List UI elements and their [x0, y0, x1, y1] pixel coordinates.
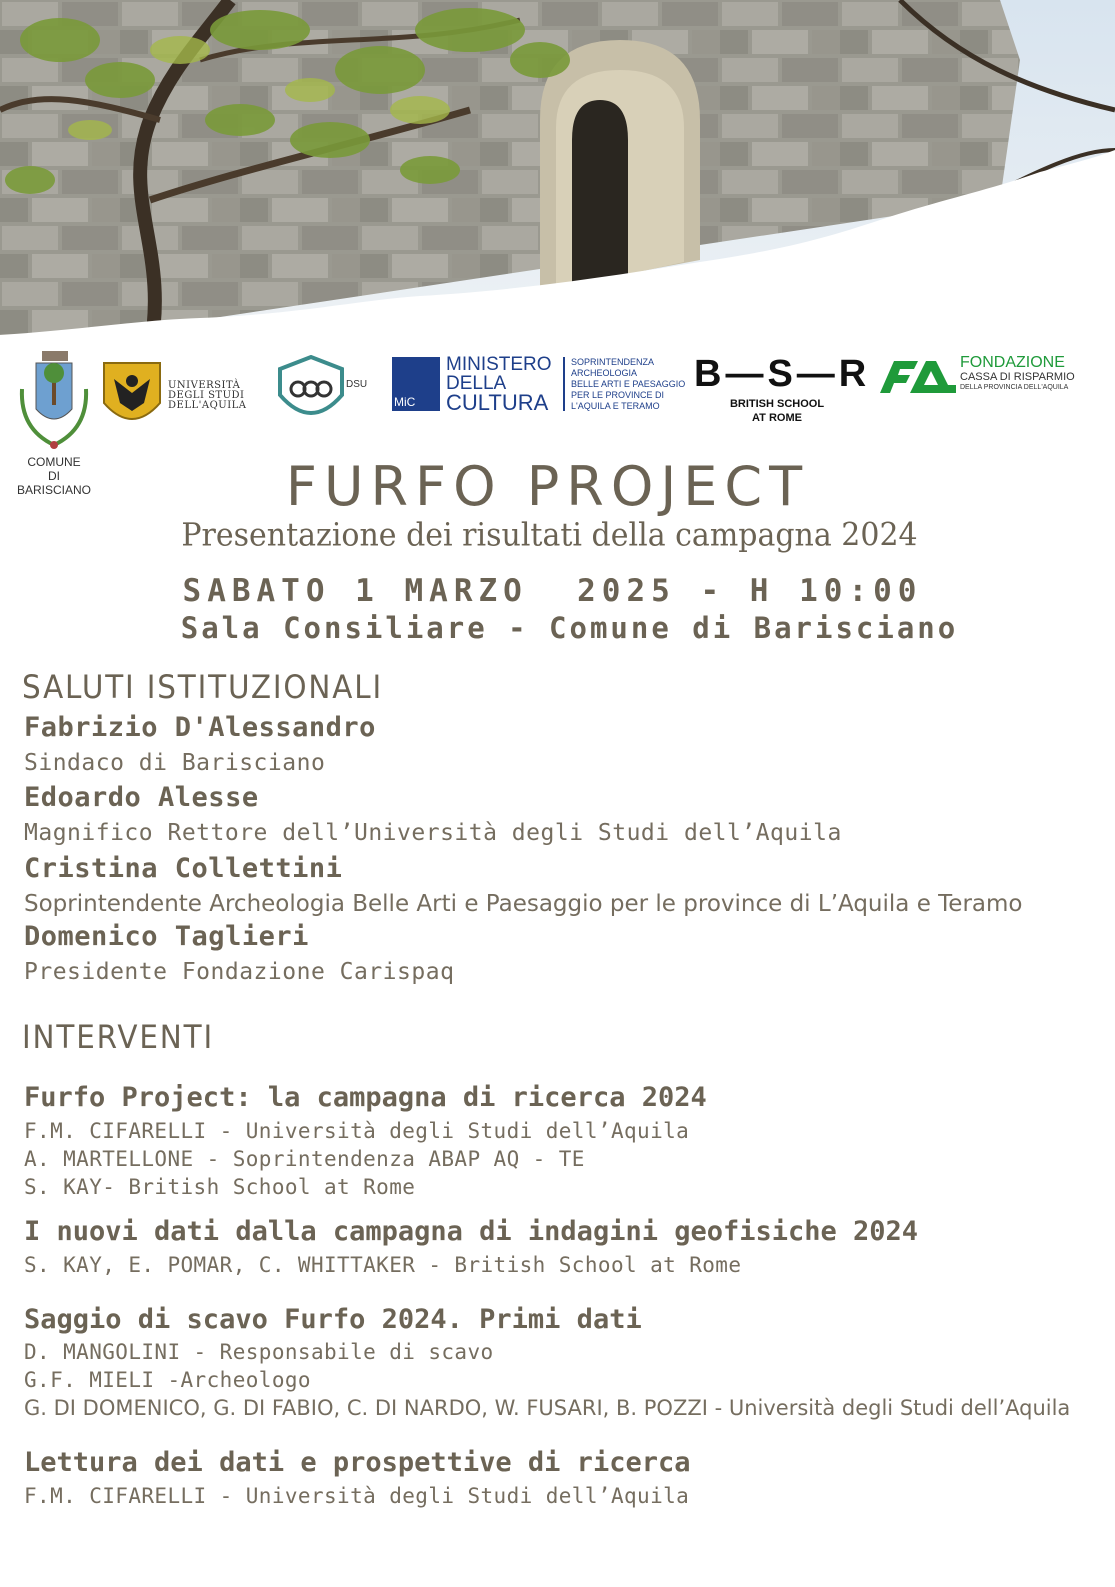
fond-line1: FONDAZIONE: [960, 354, 1065, 371]
talk-speaker: F.M. CIFARELLI - Università degli Studi dell’Aquila: [24, 1484, 690, 1508]
bsr-line2: AT ROME: [752, 412, 802, 424]
comune-line2: DI BARISCIANO: [16, 469, 91, 497]
talk-title: Lettura dei dati e prospettive di ricerca: [24, 1447, 691, 1478]
interventi-heading: INTERVENTI: [22, 1018, 214, 1056]
event-subtitle: Presentazione dei risultati della campagna 2024: [181, 516, 918, 555]
talk-title: Furfo Project: la campagna di ricerca 2024: [24, 1082, 707, 1113]
saluti-name: Fabrizio D'Alessandro: [24, 712, 376, 743]
stone-church-doorway-photo: [0, 0, 1115, 350]
mic-divider: [563, 357, 565, 411]
saluti-role: Magnifico Rettore dell’Università degli Studi dell’Aquila: [24, 820, 842, 846]
saluti-role: Soprintendente Archeologia Belle Arti e Paesaggio per le province di L’Aquila e Teramo: [24, 891, 1023, 917]
talk-title: Saggio di scavo Furfo 2024. Primi dati: [24, 1304, 642, 1335]
talk-speaker: S. KAY- British School at Rome: [24, 1175, 416, 1199]
bsr-letters: B—S—R: [694, 353, 871, 395]
talk-speaker: A. MARTELLONE - Soprintendenza ABAP AQ - TE: [24, 1147, 585, 1171]
event-title: FURFO PROJECT: [285, 455, 810, 518]
mic-line3: CULTURA: [446, 390, 549, 415]
dsu-label: DSU: [346, 379, 368, 390]
talk-title: I nuovi dati dalla campagna di indagini geofisiche 2024: [24, 1216, 919, 1247]
bsr-line1: BRITISH SCHOOL: [729, 398, 825, 410]
header-photo: [0, 0, 1115, 350]
mic-line2: DELLA: [446, 373, 507, 394]
event-venue: Sala Consiliare - Comune di Barisciano: [180, 611, 959, 645]
fondazione-logo: [880, 355, 1090, 405]
sabap-line3: BELLE ARTI E PAESAGGIO: [571, 379, 686, 389]
talk-speaker: S. KAY, E. POMAR, C. WHITTAKER - British School at Rome: [24, 1253, 742, 1277]
talk-speaker: D. MANGOLINI - Responsabile di scavo: [24, 1340, 494, 1364]
saluti-role: Presidente Fondazione Carispaq: [24, 959, 455, 985]
eagle-shield-icon: [100, 359, 164, 435]
sabap-line1: SOPRINTENDENZA: [571, 357, 655, 367]
sabap-line5: L'AQUILA E TERAMO: [571, 401, 660, 411]
sabap-line2: ARCHEOLOGIA: [571, 368, 638, 378]
mic-badge: MiC: [394, 395, 416, 409]
fond-line2: CASSA DI RISPARMIO: [960, 371, 1075, 383]
saluti-name: Domenico Taglieri: [24, 921, 309, 952]
univaq-logo: [100, 359, 250, 439]
dsu-logo: [278, 355, 388, 435]
dsu-shield-icon: [278, 355, 344, 431]
saluti-name: Cristina Collettini: [24, 853, 343, 884]
fond-line3: DELLA PROVINCIA DELL'AQUILA: [960, 384, 1069, 391]
mic-logo: [392, 354, 562, 417]
comune-line1: COMUNE: [27, 455, 81, 469]
coat-of-arms-icon: [14, 349, 94, 453]
mic-badge-icon: [392, 357, 440, 411]
saluti-role: Sindaco di Barisciano: [24, 750, 326, 776]
fondazione-mark-icon: [880, 359, 956, 395]
univaq-line3: DELL'AQUILA: [168, 400, 247, 411]
talk-speaker: G. DI DOMENICO, G. DI FABIO, C. DI NARDO, W. FUSARI, B. POZZI - Università degli Studi dell’Aquila: [24, 1396, 1071, 1420]
mic-line1: MINISTERO: [446, 354, 552, 375]
sabap-line4: PER LE PROVINCE DI: [571, 390, 665, 400]
soprintendenza-logo: [571, 357, 691, 412]
talk-speaker: F.M. CIFARELLI - Università degli Studi dell’Aquila: [24, 1119, 690, 1143]
talk-speaker: G.F. MIELI -Archeologo: [24, 1368, 311, 1392]
saluti-name: Edoardo Alesse: [24, 782, 259, 813]
univaq-line1: UNIVERSITÀ: [168, 380, 241, 391]
saluti-heading: SALUTI ISTITUZIONALI: [22, 668, 383, 706]
bsr-logo: [694, 353, 871, 433]
univaq-line2: DEGLI STUDI: [168, 390, 245, 401]
event-datetime: SABATO 1 MARZO 2025 - H 10:00: [182, 573, 923, 609]
